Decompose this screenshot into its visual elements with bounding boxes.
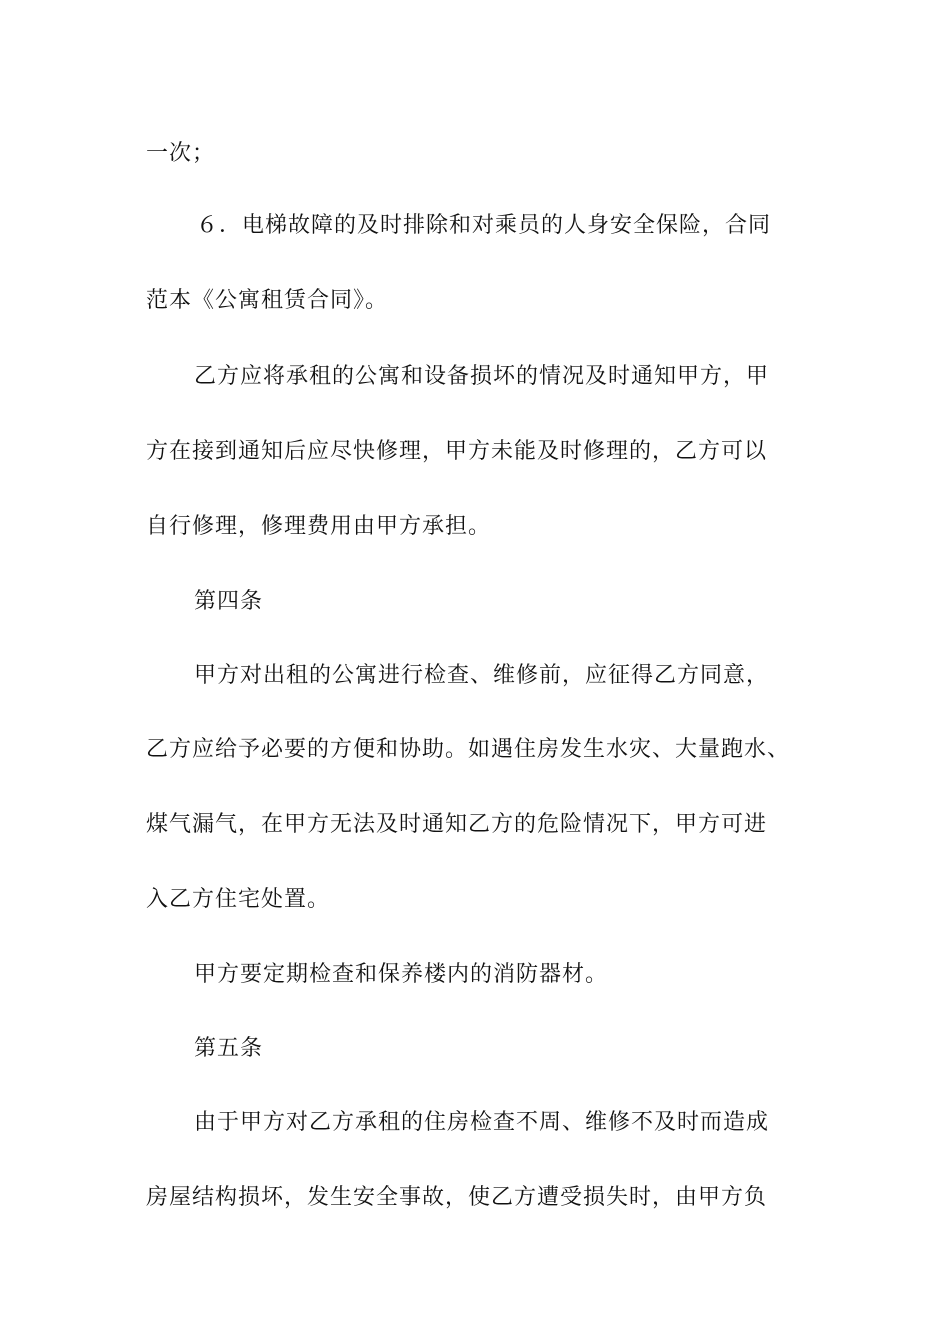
text-line: ６．电梯故障的及时排除和对乘员的人身安全保险，合同 (196, 213, 772, 238)
text-line: 煤气漏气，在甲方无法及时通知乙方的危险情况下，甲方可进 (146, 812, 768, 837)
section-heading: 第五条 (194, 1036, 264, 1061)
section-heading: 第四条 (194, 589, 264, 614)
text-line: 由于甲方对乙方承租的住房检查不周、维修不及时而造成 (194, 1110, 770, 1135)
text-line: 范本《公寓租赁合同》。 (146, 288, 389, 313)
text-line: 入乙方住宅处置。 (146, 887, 331, 912)
text-line: 自行修理，修理费用由甲方承担。 (146, 514, 492, 539)
text-line: 乙方应将承租的公寓和设备损坏的情况及时通知甲方，甲 (194, 364, 770, 389)
text-line: 甲方要定期检查和保养楼内的消防器材。 (194, 962, 609, 987)
text-line: 乙方应给予必要的方便和协助。如遇住房发生水灾、大量跑水、 (146, 737, 791, 762)
text-line: 一次； (146, 141, 216, 166)
text-line: 甲方对出租的公寓进行检查、维修前，应征得乙方同意， (194, 663, 770, 688)
text-line: 方在接到通知后应尽快修理，甲方未能及时修理的，乙方可以 (146, 439, 768, 464)
text-line: 房屋结构损坏，发生安全事故，使乙方遭受损失时，由甲方负 (146, 1185, 768, 1210)
